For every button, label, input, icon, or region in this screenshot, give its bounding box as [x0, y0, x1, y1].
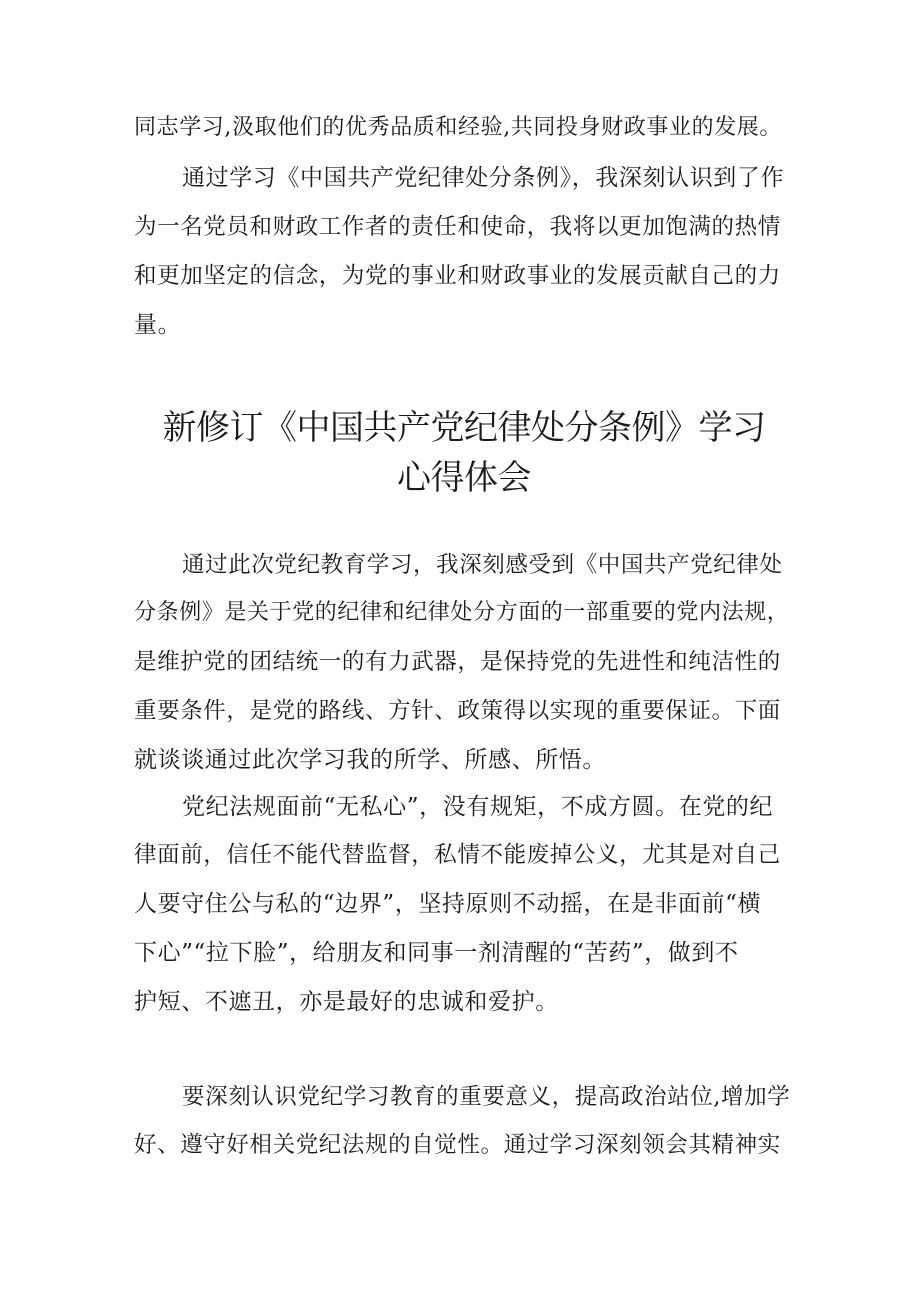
- text-line: 通过学习《中国共产党纪律处分条例》，我深刻认识到了作: [182, 165, 785, 191]
- text-line: 党纪法规面前“无私心”，没有规矩，不成方圆。在党的纪: [182, 794, 774, 820]
- text-line: 量。: [134, 312, 182, 338]
- text-line: 为一名党员和财政工作者的责任和使命，我将以更加饱满的热情: [134, 214, 781, 240]
- text-line: 重要条件，是党的路线、方针、政策得以实现的重要保证。下面: [134, 698, 781, 724]
- text-line: 是维护党的团结统一的有力武器，是保持党的先进性和纯洁性的: [134, 649, 781, 675]
- title-line-1: 新修订《中国共产党纪律处分条例》学习: [162, 408, 766, 448]
- text-line: 律面前，信任不能代替监督，私情不能废掉公义，尤其是对自己: [134, 842, 781, 868]
- text-line: 同志学习,汲取他们的优秀品质和经验,共同投身财政事业的发展。: [134, 115, 782, 140]
- text-line: 分条例》是关于党的纪律和纪律处分方面的一部重要的党内法规，: [134, 600, 790, 625]
- text-line: 通过此次党纪教育学习，我深刻感受到《中国共产党纪律处: [182, 552, 783, 578]
- text-line: 下心”“拉下脸”，给朋友和同事一剂清醒的“苦药”，做到不: [134, 940, 739, 966]
- text-line: 就谈谈通过此次学习我的所学、所感、所悟。: [134, 747, 606, 773]
- text-line: 护短、不遮丑，亦是最好的忠诚和爱护。: [134, 989, 559, 1015]
- text-line: 要深刻认识党纪学习教育的重要意义，提高政治站位,增加学: [182, 1084, 791, 1110]
- text-line: 和更加坚定的信念，为党的事业和财政事业的发展贡献自己的力: [134, 263, 781, 289]
- text-line: 人要守住公与私的“边界”，坚持原则不动摇，在是非面前“横: [134, 891, 762, 917]
- text-line: 好、遵守好相关党纪法规的自觉性。通过学习深刻领会其精神实: [134, 1132, 781, 1158]
- title-line-2: 心得体会: [397, 458, 531, 498]
